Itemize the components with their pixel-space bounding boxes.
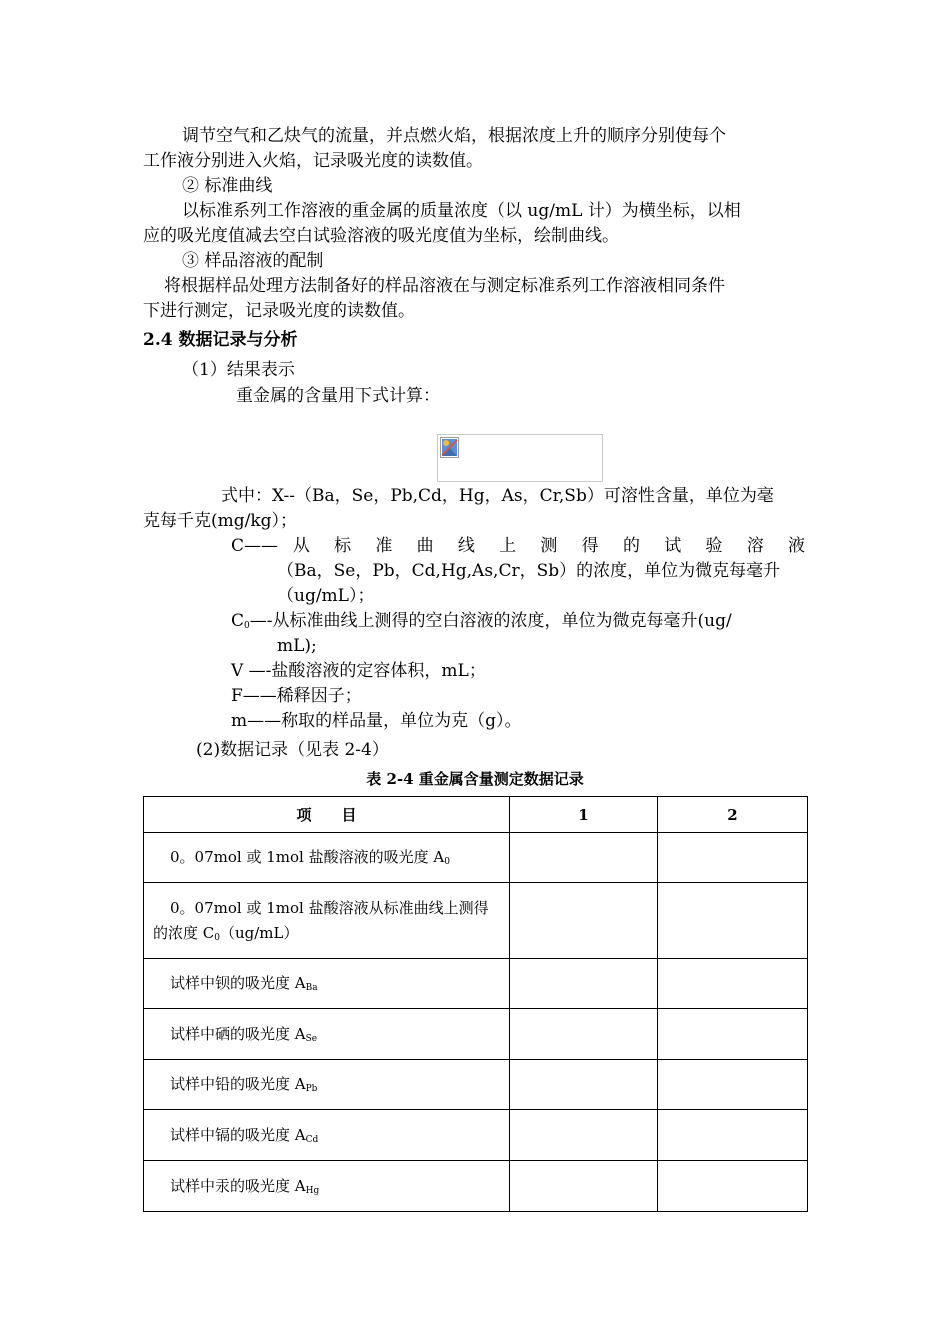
paragraph-sample-line2: 下进行测定，记录吸光度的读数值。 <box>143 301 415 321</box>
row-label-text: 0。07mol 或 1mol 盐酸溶液的吸光度 A <box>170 848 445 866</box>
cell-trial-2[interactable] <box>658 1060 808 1110</box>
cell-trial-2[interactable] <box>658 1110 808 1161</box>
definition-v: V —-盐酸溶液的定容体积，mL； <box>231 661 486 681</box>
cell-trial-1[interactable] <box>510 883 658 959</box>
row-label-subscript: Se <box>305 1033 318 1044</box>
paragraph-curve-line2: 应的吸光度值减去空白试验溶液的吸光度值为坐标，绘制曲线。 <box>143 226 619 246</box>
header-trial-2: 2 <box>658 797 808 833</box>
cell-trial-1[interactable] <box>510 1009 658 1060</box>
row-label <box>144 959 510 1009</box>
row-label <box>144 883 510 959</box>
data-record-label: (2)数据记录（见表 2-4） <box>196 740 389 760</box>
cell-trial-1[interactable] <box>510 1060 658 1110</box>
c0-symbol: C <box>231 611 245 631</box>
cell-trial-2[interactable] <box>658 883 808 959</box>
cell-trial-2[interactable] <box>658 959 808 1009</box>
cell-trial-1[interactable] <box>510 833 658 883</box>
header-item: 项 目 <box>144 797 510 833</box>
definition-f: F——稀释因子； <box>231 686 362 706</box>
definition-c-line3: （ug/mL）； <box>277 586 375 606</box>
definition-c-line1: C—— 从 标 准 曲 线 上 测 得 的 试 验 溶 液 <box>231 536 805 556</box>
paragraph-curve-line1: 以标准系列工作溶液的重金属的质量浓度（以 ug/mL 计）为横坐标，以相 <box>182 201 741 221</box>
row-label <box>144 1060 510 1110</box>
broken-image-icon <box>440 437 460 459</box>
row-label-suffix: （ug/mL） <box>219 923 299 942</box>
row-label-subscript: Pb <box>305 1084 318 1094</box>
row-label-subscript: Ba <box>305 983 318 993</box>
formula-intro: 重金属的含量用下式计算： <box>236 386 440 406</box>
row-label-subscript: 0 <box>214 932 220 943</box>
cell-trial-1[interactable] <box>510 1110 658 1161</box>
paragraph-sample-line1: 将根据样品处理方法制备好的样品溶液在与测定标准系列工作溶液相同条件 <box>164 276 725 296</box>
cell-trial-2[interactable] <box>658 833 808 883</box>
table-row <box>144 1009 808 1060</box>
row-label-text: 试样中钡的吸光度 A <box>170 974 306 992</box>
subheading-sample-prep: ③ 样品溶液的配制 <box>182 251 324 271</box>
table-row <box>144 1161 808 1212</box>
definition-c0-line2: mL); <box>277 636 317 656</box>
row-label-text: 试样中镉的吸光度 A <box>170 1125 306 1144</box>
cell-trial-1[interactable] <box>510 1161 658 1212</box>
section-heading: 2.4 数据记录与分析 <box>143 330 298 350</box>
definition-m: m——称取的样品量，单位为克（g）。 <box>231 711 522 731</box>
table-row <box>144 1060 808 1110</box>
row-label-subscript: Cd <box>305 1134 319 1145</box>
result-label: （1）结果表示 <box>182 360 295 380</box>
cell-trial-2[interactable] <box>658 1161 808 1212</box>
cell-trial-1[interactable] <box>510 959 658 1009</box>
table-row <box>144 1110 808 1161</box>
cell-trial-2[interactable] <box>658 1009 808 1060</box>
table-row <box>144 959 808 1009</box>
definition-c0-line1 <box>231 609 732 633</box>
definition-c-line2: （Ba，Se，Pb，Cd,Hg,As,Cr，Sb）的浓度，单位为微克每毫升 <box>277 561 781 581</box>
table-row <box>144 833 808 883</box>
row-label-text: 试样中铅的吸光度 A <box>170 1075 306 1093</box>
formula-image-placeholder <box>437 434 603 482</box>
row-label-subscript: 0 <box>444 857 450 867</box>
row-label-text: 试样中汞的吸光度 A <box>170 1176 306 1195</box>
data-record-table <box>143 796 808 1212</box>
table-header-row <box>144 797 808 833</box>
definition-x-line2: 克每千克(mg/kg）； <box>143 511 298 531</box>
paragraph-flame-line1: 调节空气和乙炔气的流量，并点燃火焰，根据浓度上升的顺序分别使每个 <box>182 126 726 146</box>
c0-description: —-从标准曲线上测得的空白溶液的浓度，单位为微克每毫升(ug/ <box>249 611 732 631</box>
table-caption: 表 2-4 重金属含量测定数据记录 <box>366 770 584 788</box>
row-label <box>144 1161 510 1212</box>
row-label <box>144 833 510 883</box>
table-row <box>144 883 808 959</box>
row-label <box>144 1110 510 1161</box>
row-label-subscript: Hg <box>305 1185 320 1196</box>
c0-subscript: 0 <box>244 621 250 631</box>
paragraph-flame-line2: 工作液分别进入火焰，记录吸光度的读数值。 <box>143 151 483 171</box>
row-label-text: 试样中硒的吸光度 A <box>170 1024 306 1043</box>
row-label-text: 0。07mol 或 1mol 盐酸溶液从标准曲线上测得的浓度 C <box>153 898 489 942</box>
row-label <box>144 1009 510 1060</box>
header-trial-1: 1 <box>510 797 658 833</box>
definition-x-line1: 式中：X--（Ba，Se，Pb,Cd，Hg，As，Cr,Sb）可溶性含量，单位为毫 <box>221 486 774 506</box>
subheading-standard-curve: ② 标准曲线 <box>182 176 273 196</box>
